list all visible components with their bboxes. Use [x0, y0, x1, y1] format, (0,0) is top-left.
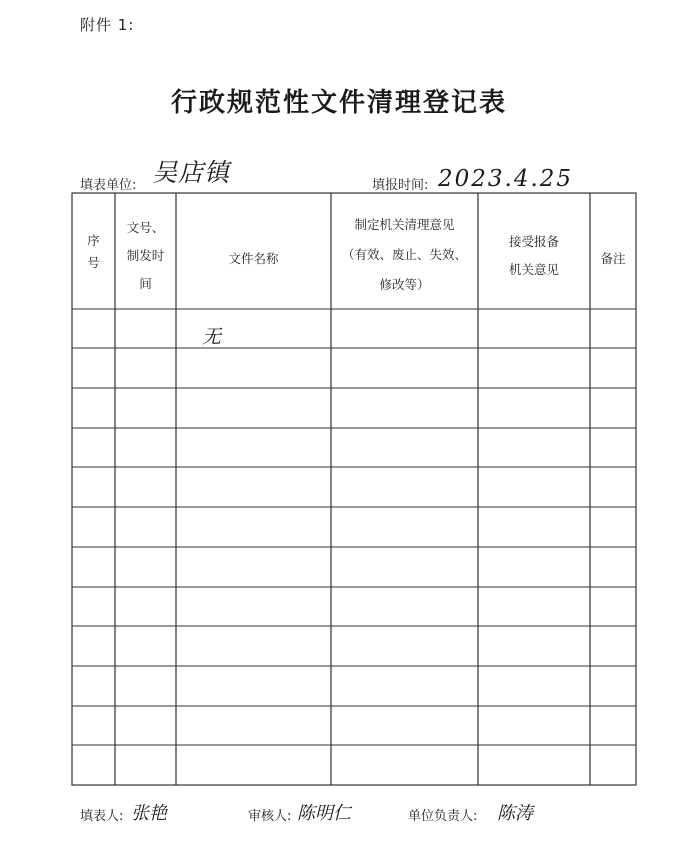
col-header-receiver-line1: 接受报备 [508, 234, 559, 249]
col-header-receiver-line2: 机关意见 [508, 262, 559, 277]
col-header-doc-no-line3: 间 [139, 276, 152, 291]
col-header-doc-no [115, 214, 176, 298]
filler-signature: 张艳 [131, 803, 167, 824]
filler-label: 填表人: [80, 809, 124, 824]
col-header-opinion-line2: （有效、废止、失效、 [341, 247, 467, 262]
unit-label: 填表单位: [80, 178, 137, 193]
reviewer-signature: 陈明仁 [297, 803, 351, 824]
col-header-name: 文件名称 [228, 251, 279, 266]
col-header-opinion-line3: 修改等） [379, 277, 430, 292]
form-title: 行政规范性文件清理登记表 [170, 88, 507, 118]
col-header-seq [72, 230, 115, 274]
col-header-remark: 备注 [600, 251, 626, 266]
col-header-doc-no-line1: 文号、 [126, 220, 165, 235]
col-header-seq-line2: 号 [87, 255, 100, 270]
head-label: 单位负责人: [408, 809, 478, 824]
col-header-seq-line1: 序 [87, 233, 100, 248]
col-header-opinion [331, 210, 478, 300]
date-value: 2023.4.25 [438, 166, 574, 192]
table-row-1-name: 无 [202, 326, 222, 348]
unit-value: 吴店镇 [152, 158, 231, 187]
col-header-opinion-line1: 制定机关清理意见 [354, 217, 455, 232]
col-header-doc-no-line2: 制发时 [126, 248, 165, 263]
attachment-label: 附件 1: [80, 16, 135, 34]
head-signature: 陈涛 [497, 803, 533, 824]
reviewer-label: 审核人: [248, 809, 292, 824]
col-header-receiver [478, 228, 590, 284]
date-label: 填报时间: [372, 178, 429, 193]
